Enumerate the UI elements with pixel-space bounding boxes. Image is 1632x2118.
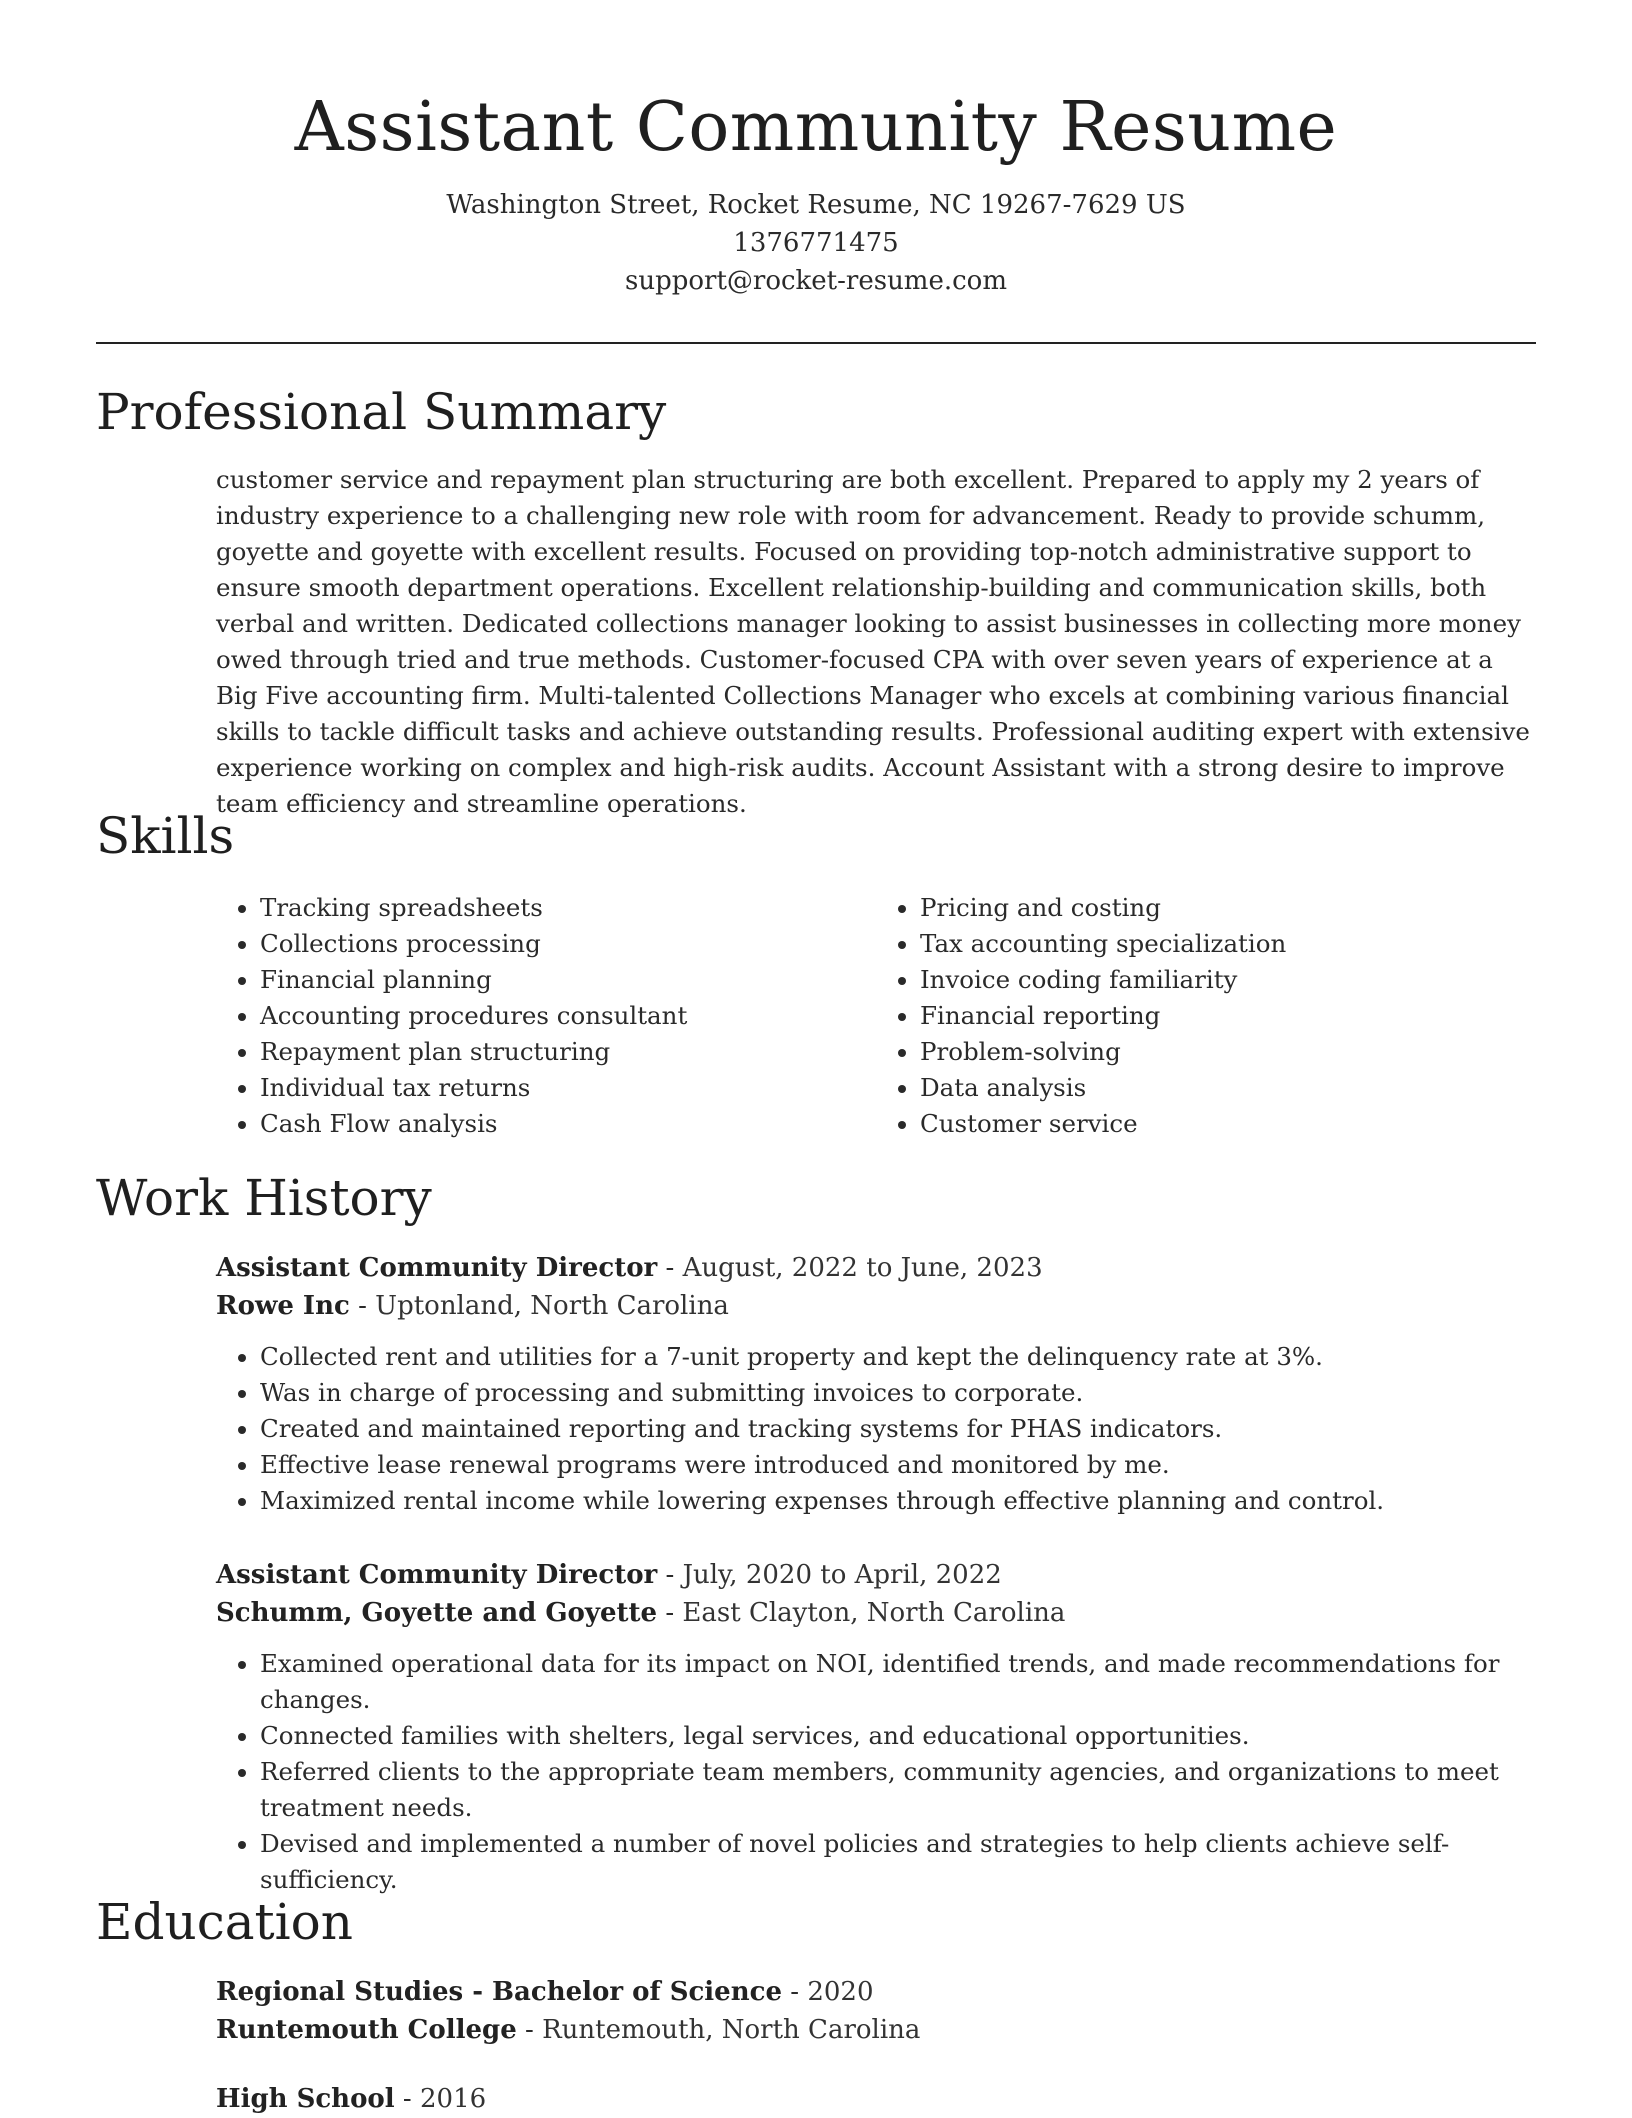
contact-email: support@rocket-resume.com — [624, 266, 1007, 296]
job-title-line — [216, 1249, 1536, 1287]
skill-item: • Repayment plan structuring — [260, 1034, 876, 1070]
job-dates: August, 2022 to June, 2023 — [682, 1253, 1043, 1283]
duty-item: • Referred clients to the appropriate team members, community agencies, and organizations to meet treatment needs. — [260, 1754, 1536, 1826]
separator: - — [782, 1977, 808, 2007]
education-school: Runtemouth College — [216, 2015, 517, 2045]
skills-heading: Skills — [96, 807, 235, 865]
skill-item: • Tax accounting specialization — [920, 926, 1536, 962]
duty-item: • Maximized rental income while lowering expenses through effective planning and control. — [260, 1483, 1536, 1519]
duty-item: • Was in charge of processing and submitting invoices to corporate. — [260, 1375, 1536, 1411]
education-degree-line — [216, 2080, 1536, 2118]
duty-item: • Effective lease renewal programs were introduced and monitored by me. — [260, 1447, 1536, 1483]
job-duties — [216, 1646, 1536, 1898]
skills-column-right — [876, 890, 1536, 1142]
duty-item: • Connected families with shelters, legal services, and educational opportunities. — [260, 1718, 1536, 1754]
education-entry — [216, 1973, 1536, 2049]
job-dates: July, 2020 to April, 2022 — [682, 1560, 1002, 1590]
separator: - — [349, 1291, 376, 1321]
separator: - — [657, 1253, 683, 1283]
skill-item: • Cash Flow analysis — [260, 1106, 876, 1142]
education-year: 2020 — [807, 1977, 874, 2007]
summary-text: customer service and repayment plan structuring are both excellent. Prepared to apply my 2 years of industry experience to a challenging new role with room for advancement. Ready to provide schumm, goyette and goyette with excellent results. Focused on providing top-notch administrative support to ensure smooth department operations. Excellent relationship-building and communication skills, both verbal and written. Dedicated collections manager looking to assist businesses in collecting more money owed through tried and true methods. Customer-focused CPA with over seven years of experience at a Big Five accounting firm. Multi-talented Collections Manager who excels at combining various financial skills to tackle difficult tasks and achieve outstanding results. Professional auditing expert with extensive experience working on complex and high-risk audits. Account Assistant with a strong desire to improve team efficiency and streamline operations. — [216, 465, 1530, 818]
contact-phone: 1376771475 — [733, 228, 899, 258]
separator: - — [657, 1560, 683, 1590]
skill-item: • Individual tax returns — [260, 1070, 876, 1106]
duty-item: • Devised and implemented a number of novel policies and strategies to help clients achieve self-sufficiency. — [260, 1826, 1536, 1898]
skill-item: • Collections processing — [260, 926, 876, 962]
separator: - — [394, 2084, 420, 2114]
work-history-heading: Work History — [96, 1169, 432, 1227]
separator: - — [657, 1598, 683, 1628]
resume-name: Assistant Community Resume — [294, 88, 1338, 167]
education-school-line — [216, 2011, 1536, 2049]
skill-item: • Customer service — [920, 1106, 1536, 1142]
education-heading: Education — [96, 1893, 353, 1951]
separator: - — [516, 2015, 543, 2045]
skill-item: • Data analysis — [920, 1070, 1536, 1106]
summary-heading: Professional Summary — [96, 383, 667, 441]
job-duties — [216, 1339, 1536, 1519]
job-location: Uptonland, North Carolina — [375, 1291, 729, 1321]
job-location: East Clayton, North Carolina — [682, 1598, 1066, 1628]
duty-item: • Examined operational data for its impact on NOI, identified trends, and made recommendations for changes. — [260, 1646, 1536, 1718]
job-company: Schumm, Goyette and Goyette — [216, 1598, 658, 1628]
job-title-line — [216, 1556, 1536, 1594]
resume-header — [0, 0, 1632, 300]
education-location: Runtemouth, North Carolina — [542, 2015, 921, 2045]
job-title: Assistant Community Director — [216, 1560, 658, 1590]
job-company-line — [216, 1594, 1536, 1632]
education-entry — [216, 2080, 1536, 2118]
job-company: Rowe Inc — [216, 1291, 350, 1321]
job-entry — [216, 1556, 1536, 1898]
job-title: Assistant Community Director — [216, 1253, 658, 1283]
skill-item: • Problem-solving — [920, 1034, 1536, 1070]
skills-column-left — [216, 890, 876, 1142]
skill-item: • Financial planning — [260, 962, 876, 998]
skill-item: • Accounting procedures consultant — [260, 998, 876, 1034]
skill-item: • Pricing and costing — [920, 890, 1536, 926]
skill-item: • Tracking spreadsheets — [260, 890, 876, 926]
duty-item: • Created and maintained reporting and tracking systems for PHAS indicators. — [260, 1411, 1536, 1447]
job-entry — [216, 1249, 1536, 1519]
education-degree: Regional Studies - Bachelor of Science — [216, 1977, 782, 2007]
duty-item: • Collected rent and utilities for a 7-unit property and kept the delinquency rate at 3%. — [260, 1339, 1536, 1375]
job-company-line — [216, 1287, 1536, 1325]
header-divider — [96, 342, 1536, 344]
education-degree: High School — [216, 2084, 395, 2114]
contact-block — [0, 186, 1632, 300]
education-degree-line — [216, 1973, 1536, 2011]
education-year: 2016 — [419, 2084, 487, 2114]
skill-item: • Invoice coding familiarity — [920, 962, 1536, 998]
skills-list — [216, 890, 1536, 1142]
skill-item: • Financial reporting — [920, 998, 1536, 1034]
contact-address: Washington Street, Rocket Resume, NC 19267-7629 US — [446, 190, 1186, 220]
